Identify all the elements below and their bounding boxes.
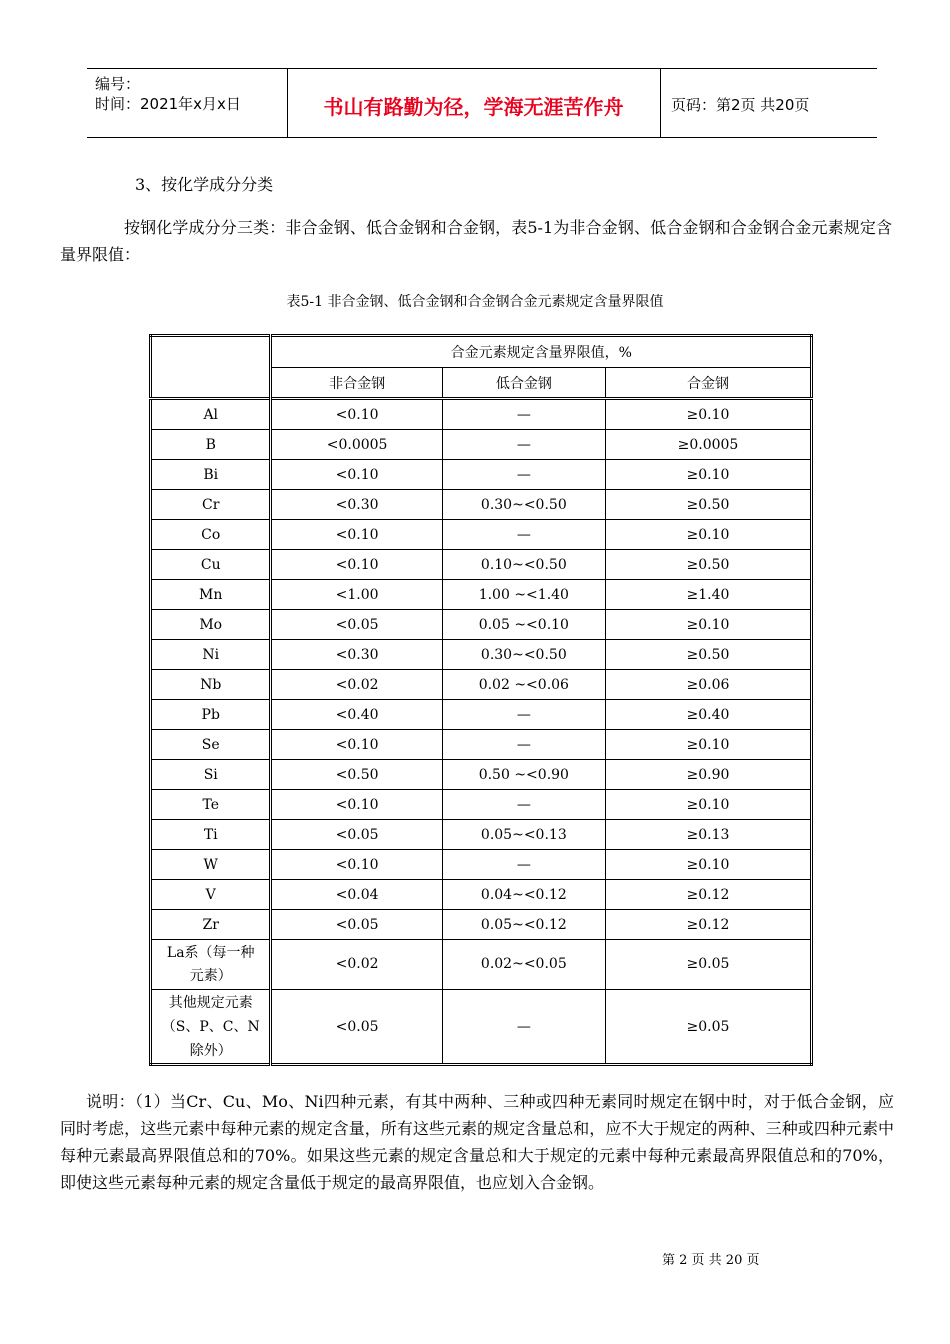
table-row	[151, 670, 812, 700]
non-alloy-cell: <0.05	[271, 820, 442, 850]
alloy-cell: ≥0.90	[605, 760, 811, 790]
element-cell: Si	[151, 760, 271, 790]
table-row	[151, 910, 812, 940]
non-alloy-cell: <0.10	[271, 550, 442, 580]
non-alloy-cell: <0.0005	[271, 430, 442, 460]
low-alloy-cell: —	[442, 460, 605, 490]
element-header-cell	[151, 336, 271, 399]
alloy-cell: ≥0.50	[605, 490, 811, 520]
element-line: 除外）	[189, 1042, 232, 1059]
non-alloy-cell: <0.30	[271, 490, 442, 520]
element-cell: Se	[151, 730, 271, 760]
element-cell: W	[151, 850, 271, 880]
low-alloy-cell: 0.02 ~<0.06	[442, 670, 605, 700]
low-alloy-cell: 0.05 ~<0.10	[442, 610, 605, 640]
alloy-cell: ≥1.40	[605, 580, 811, 610]
table-row-other	[151, 990, 812, 1065]
non-alloy-cell: <0.02	[271, 670, 442, 700]
alloy-cell: ≥0.0005	[605, 430, 811, 460]
table-row	[151, 520, 812, 550]
non-alloy-cell: <0.04	[271, 880, 442, 910]
low-alloy-cell: 0.50 ~<0.90	[442, 760, 605, 790]
col-header-non-alloy: 非合金钢	[271, 368, 442, 399]
table-row	[151, 490, 812, 520]
table-header-row	[151, 336, 812, 368]
section-title: 3、按化学成分分类	[135, 175, 274, 194]
alloy-cell: ≥0.10	[605, 790, 811, 820]
alloy-cell: ≥0.40	[605, 700, 811, 730]
element-cell: Ti	[151, 820, 271, 850]
alloy-cell: ≥0.10	[605, 520, 811, 550]
low-alloy-cell: 0.30~<0.50	[442, 640, 605, 670]
element-cell: V	[151, 880, 271, 910]
table-caption: 表5-1 非合金钢、低合金钢和合金钢合金元素规定含量界限值	[286, 294, 664, 310]
alloy-cell: ≥0.12	[605, 880, 811, 910]
table-row	[151, 760, 812, 790]
alloy-cell: ≥0.10	[605, 730, 811, 760]
table-row	[151, 610, 812, 640]
element-cell: Ni	[151, 640, 271, 670]
alloy-cell: ≥0.10	[605, 610, 811, 640]
non-alloy-cell: <0.10	[271, 730, 442, 760]
non-alloy-cell: <0.02	[271, 940, 442, 990]
element-cell: Te	[151, 790, 271, 820]
non-alloy-cell: <0.05	[271, 990, 442, 1065]
element-cell: Cu	[151, 550, 271, 580]
low-alloy-cell: —	[442, 430, 605, 460]
element-cell: Nb	[151, 670, 271, 700]
alloy-cell: ≥0.10	[605, 850, 811, 880]
note-paragraph: 说明：（1）当Cr、Cu、Mo、Ni四种元素，有其中两种、三种或四种无素同时规定在钢中时，对于低合金钢，应同时考虑，这些元素中每种元素的规定含量，所有这些元素的规定含量总和，应不大于规定的两种、三种或四种元素中每种元素最高界限值总和的70%。如果这些元素的规定含量总和大于规定的元素中每种元素最高界限值总和的70%，即使这些元素每种元素的规定含量低于规定的最高界限值，也应划入合金钢。	[60, 1092, 894, 1192]
page-info: 页码：第2页 共20页	[671, 96, 810, 114]
low-alloy-cell: 0.02~<0.05	[442, 940, 605, 990]
alloy-cell: ≥0.10	[605, 399, 811, 430]
non-alloy-cell: <0.05	[271, 910, 442, 940]
low-alloy-cell: 0.04~<0.12	[442, 880, 605, 910]
non-alloy-cell: <0.10	[271, 460, 442, 490]
intro-paragraph: 按钢化学成分分三类：非合金钢、低合金钢和合金钢，表5-1为非合金钢、低合金钢和合金钢合金元素规定含量界限值：	[60, 218, 892, 264]
table-row	[151, 790, 812, 820]
alloy-cell: ≥0.50	[605, 640, 811, 670]
element-cell: Bi	[151, 460, 271, 490]
alloy-cell: ≥0.12	[605, 910, 811, 940]
page-footer: 第 2 页 共 20 页	[662, 1253, 760, 1268]
non-alloy-cell: <0.40	[271, 700, 442, 730]
element-cell: Al	[151, 399, 271, 430]
table-row	[151, 580, 812, 610]
alloy-cell: ≥0.10	[605, 460, 811, 490]
table-row	[151, 399, 812, 430]
non-alloy-cell: <0.10	[271, 520, 442, 550]
low-alloy-cell: —	[442, 700, 605, 730]
element-line: （S、P、C、N	[161, 1018, 260, 1035]
low-alloy-cell: 0.30~<0.50	[442, 490, 605, 520]
alloy-cell: ≥0.05	[605, 990, 811, 1065]
element-cell: B	[151, 430, 271, 460]
group-header: 合金元素规定含量界限值，%	[271, 336, 812, 368]
element-cell: Cr	[151, 490, 271, 520]
alloy-cell: ≥0.50	[605, 550, 811, 580]
table-row-la	[151, 940, 812, 990]
element-line: 元素）	[189, 967, 232, 984]
non-alloy-cell: <0.10	[271, 399, 442, 430]
alloy-cell: ≥0.05	[605, 940, 811, 990]
page-header	[87, 68, 877, 138]
table-row	[151, 430, 812, 460]
low-alloy-cell: 1.00 ~<1.40	[442, 580, 605, 610]
element-line: 其他规定元素	[168, 994, 253, 1011]
low-alloy-cell: —	[442, 990, 605, 1065]
table-row	[151, 820, 812, 850]
low-alloy-cell: 0.10~<0.50	[442, 550, 605, 580]
low-alloy-cell: —	[442, 790, 605, 820]
element-cell: Mo	[151, 610, 271, 640]
element-cell	[151, 990, 271, 1065]
non-alloy-cell: <0.10	[271, 850, 442, 880]
header-right-cell	[660, 69, 878, 137]
low-alloy-cell: 0.05~<0.13	[442, 820, 605, 850]
element-cell: Mn	[151, 580, 271, 610]
header-motto: 书山有路勤为径，学海无涯苦作舟	[323, 95, 624, 119]
non-alloy-cell: <0.05	[271, 610, 442, 640]
alloy-cell: ≥0.06	[605, 670, 811, 700]
alloy-cell: ≥0.13	[605, 820, 811, 850]
element-line: La系（每一种	[166, 944, 255, 961]
low-alloy-cell: —	[442, 520, 605, 550]
table-row	[151, 880, 812, 910]
alloy-limits-table	[149, 334, 813, 1066]
low-alloy-cell: —	[442, 399, 605, 430]
low-alloy-cell: —	[442, 730, 605, 760]
col-header-low-alloy: 低合金钢	[442, 368, 605, 399]
header-left-cell	[87, 69, 288, 137]
table-row	[151, 640, 812, 670]
low-alloy-cell: 0.05~<0.12	[442, 910, 605, 940]
non-alloy-cell: <1.00	[271, 580, 442, 610]
element-cell: Co	[151, 520, 271, 550]
table-row	[151, 550, 812, 580]
element-cell: Pb	[151, 700, 271, 730]
non-alloy-cell: <0.50	[271, 760, 442, 790]
low-alloy-cell: —	[442, 850, 605, 880]
table-row	[151, 730, 812, 760]
table-row	[151, 460, 812, 490]
table-row	[151, 850, 812, 880]
non-alloy-cell: <0.30	[271, 640, 442, 670]
element-cell: Zr	[151, 910, 271, 940]
non-alloy-cell: <0.10	[271, 790, 442, 820]
col-header-alloy: 合金钢	[605, 368, 811, 399]
time-label: 时间：2021年x月x日	[95, 95, 241, 113]
code-label: 编号：	[95, 75, 141, 93]
element-cell	[151, 940, 271, 990]
table-row	[151, 700, 812, 730]
